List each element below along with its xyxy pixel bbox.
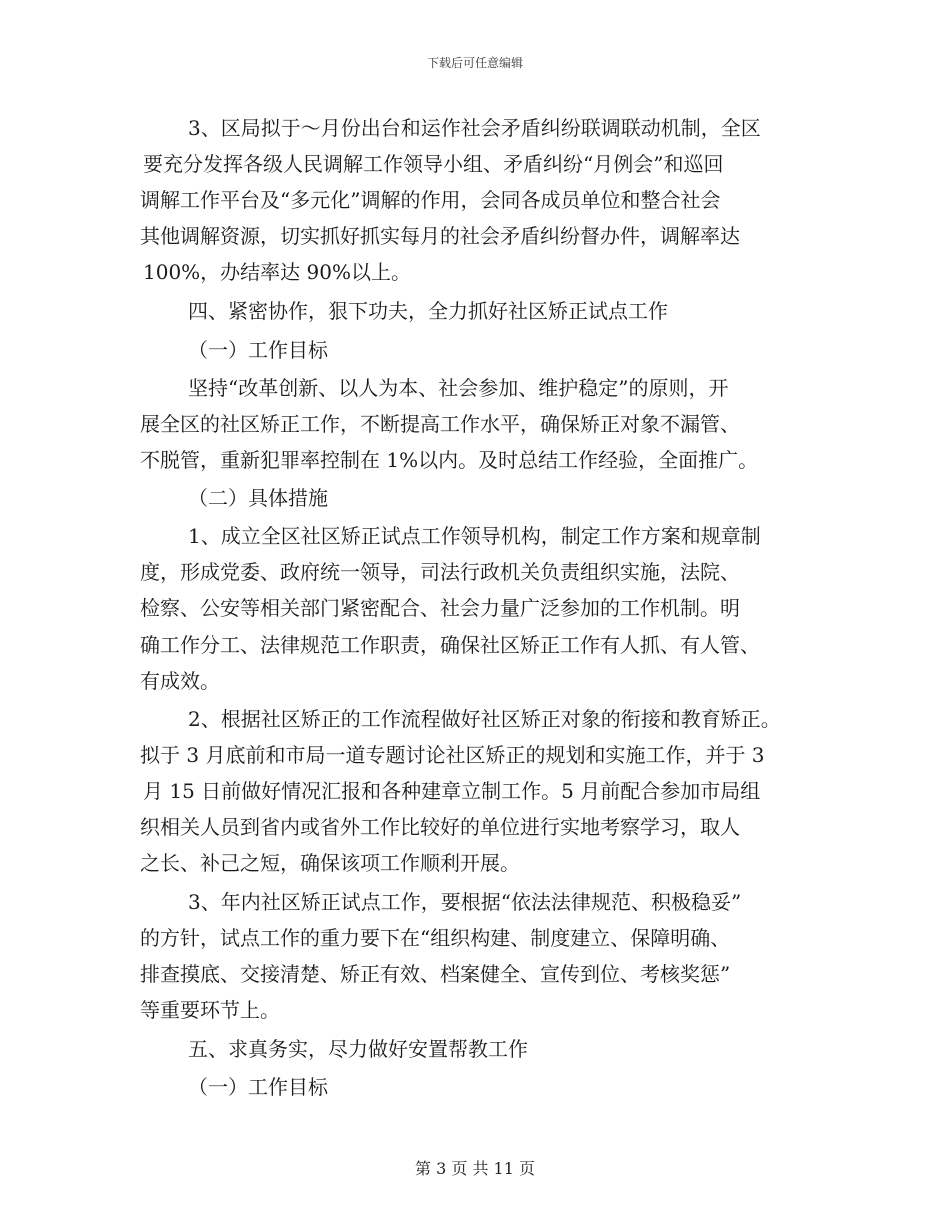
body-line: 100%，办结率达 90%以上。 xyxy=(143,260,411,284)
body-line: 展全区的社区矫正工作，不断提高工作水平，确保矫正对象不漏管、 xyxy=(140,412,740,436)
page-header: 下载后可任意编辑 xyxy=(426,56,523,70)
body-line: 2、根据社区矫正的工作流程做好社区矫正对象的衔接和教育矫正。 xyxy=(188,707,781,731)
body-line: 度，形成党委、政府统一领导，司法行政机关负责组织实施，法院、 xyxy=(140,560,740,584)
body-line: 等重要环节上。 xyxy=(140,998,280,1022)
body-line: 3、区局拟于～月份出台和运作社会矛盾纠纷联调联动机制，全区 xyxy=(188,116,761,140)
body-line: 的方针，试点工作的重力要下在“组织构建、制度建立、保障明确、 xyxy=(140,926,731,950)
body-line: 织相关人员到省内或省外工作比较好的单位进行实地考察学习，取人 xyxy=(140,815,740,839)
body-line: 不脱管，重新犯罪率控制在 1%以内。及时总结工作经验，全面推广。 xyxy=(140,448,759,472)
body-line: 检察、公安等相关部门紧密配合、社会力量广泛参加的工作机制。明 xyxy=(140,596,740,620)
body-line: 调解工作平台及“多元化”调解的作用，会同各成员单位和整合社会 xyxy=(140,188,721,212)
body-line: 之长、补己之短，确保该项工作顺利开展。 xyxy=(140,851,520,875)
body-line: 坚持“改革创新、以人为本、社会参加、维护稳定”的原则，开 xyxy=(188,376,729,400)
subsection-heading: （一）工作目标 xyxy=(188,1075,328,1099)
body-line: 3、年内社区矫正试点工作，要根据“依法法律规范、积极稳妥” xyxy=(188,890,742,914)
body-line: 1、成立全区社区矫正试点工作领导机构，制定工作方案和规章制 xyxy=(188,524,761,548)
body-line: 确工作分工、法律规范工作职责，确保社区矫正工作有人抓、有人管、 xyxy=(140,633,760,657)
body-line: 其他调解资源，切实抓好抓实每月的社会矛盾纠纷督办件，调解率达 xyxy=(140,224,740,248)
body-line: 月 15 日前做好情况汇报和各种建章立制工作。5 月前配合参加市局组 xyxy=(143,779,761,803)
section-heading: 五、求真务实，尽力做好安置帮教工作 xyxy=(188,1037,528,1061)
body-line: 要充分发挥各级人民调解工作领导小组、矛盾纠纷“月例会”和巡回 xyxy=(143,152,724,176)
body-line: 拟于 3 月底前和市局一道专题讨论社区矫正的规划和实施工作，并于 3 xyxy=(140,743,765,767)
page-number: 第 3 页 共 11 页 xyxy=(415,1159,535,1178)
body-line: 排查摸底、交接清楚、矫正有效、档案健全、宣传到位、考核奖惩” xyxy=(140,962,731,986)
subsection-heading: （二）具体措施 xyxy=(188,486,328,510)
section-heading: 四、紧密协作，狠下功夫，全力抓好社区矫正试点工作 xyxy=(188,299,668,323)
body-line: 有成效。 xyxy=(140,669,220,693)
subsection-heading: （一）工作目标 xyxy=(188,338,328,362)
